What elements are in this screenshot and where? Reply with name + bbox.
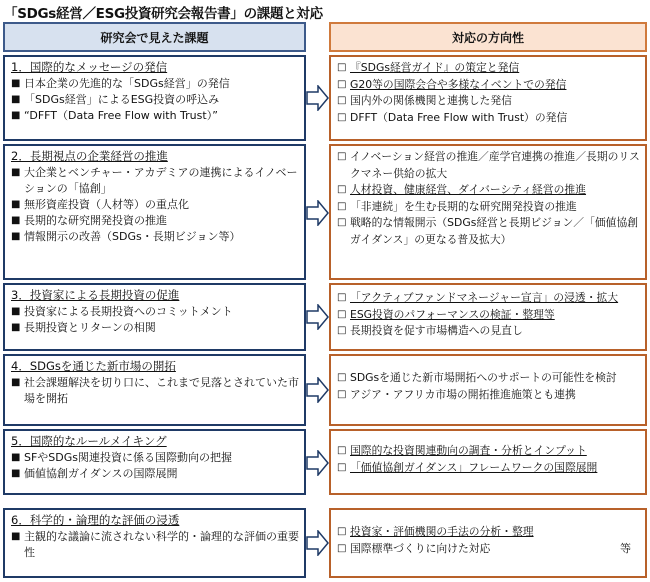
checkbox-marker: □ [337,62,347,73]
response-box-5 [329,429,647,495]
issue-item: ■ 大企業とベンチャー・アカデミアの連携によるイノベーションの「協創」 [11,166,298,195]
checkbox-marker: □ [337,184,347,195]
page-title: 「SDGs経営／ESG投資研究会報告書」の課題と対応 [4,6,323,22]
checkbox-marker: □ [337,95,347,106]
checkbox-marker: □ [337,292,347,303]
issue-item: ■ 長期的な研究開発投資の推進 [11,214,167,227]
response-item: □ SDGsを通じた新市場開拓へのサポートの可能性を検討 [337,370,641,387]
bullet-marker: ■ [11,322,21,333]
checkbox-marker: □ [337,308,347,320]
response-item: □ G20等の国際会合や多様なイベントでの発信 [337,77,641,94]
response-item: □ 人材投資、健康経営、ダイバーシティ経営の推進 [337,182,641,199]
bullet-marker: ■ [11,531,21,542]
checkbox-marker: □ [337,325,347,336]
issue-title-2: 2．長期視点の企業経営の推進 [11,149,168,163]
bullet-marker: ■ [11,110,21,121]
issue-item: ■ 投資家による長期投資へのコミットメント [11,305,233,318]
bullet-marker: ■ [11,306,21,317]
etc-suffix: 等 [620,541,631,555]
response-item: □ 国際標準づくりに向けた対応 等 [337,541,641,558]
bullet-marker: ■ [11,231,21,242]
issue-title-6: 6．科学的・論理的な評価の浸透 [11,513,180,527]
right-arrow-icon [306,85,329,111]
checkbox-marker: □ [337,388,347,400]
issue-title-5: 5．国際的なルールメイキング [11,434,167,448]
response-item: □ 「アクティブファンドマネージャー宣言」の浸透・拡大 [337,290,641,307]
bullet-marker: ■ [11,468,21,479]
bullet-marker: ■ [11,167,21,178]
response-box-4 [329,354,647,426]
right-column-header: 対応の方向性 [329,22,647,52]
issue-item: ■ 長期投資とリターンの相関 [11,321,156,334]
checkbox-marker: □ [337,372,347,383]
checkbox-marker: □ [337,542,347,554]
issue-item: ■ 「SDGs経営」によるESG投資の呼込み [11,93,220,106]
bullet-marker: ■ [11,94,21,105]
bullet-marker: ■ [11,199,21,210]
issue-box-1 [3,55,306,141]
response-item: □ 長期投資を促す市場構造への見直し [337,323,641,340]
response-box-3 [329,283,647,351]
response-item: □ ESG投資のパフォーマンスの検証・整理等 [337,307,641,324]
response-item: □ アジア・アフリカ市場の開拓推進施策とも連携 [337,387,641,404]
response-item: □ イノベーション経営の推進／産学官連携の推進／長期のリスクマネー供給の拡大 [337,149,641,182]
issue-title-4: 4．SDGsを通じた新市場の開拓 [11,359,176,373]
bullet-marker: ■ [11,78,21,89]
checkbox-marker: □ [337,111,347,123]
checkbox-marker: □ [337,200,347,212]
issue-title-3: 3．投資家による長期投資の促進 [11,288,180,302]
response-box-6 [329,508,647,578]
issue-item: ■ 日本企業の先進的な「SDGs経営」の発信 [11,77,230,90]
response-item: □ 投資家・評価機関の手法の分析・整理 [337,524,641,541]
checkbox-marker: □ [337,217,347,228]
checkbox-marker: □ [337,461,347,473]
right-arrow-icon [306,377,329,403]
issue-item: ■ “DFFT（Data Free Flow with Trust）” [11,109,218,122]
bullet-marker: ■ [11,215,21,226]
right-arrow-icon [306,304,329,330]
left-column-header: 研究会で見えた課題 [3,22,306,52]
issue-item: ■ 価値協創ガイダンスの国際展開 [11,467,178,480]
right-arrow-icon [306,200,329,226]
checkbox-marker: □ [337,526,347,537]
issue-box-3 [3,283,306,351]
checkbox-marker: □ [337,151,347,162]
response-item: □ DFFT（Data Free Flow with Trust）の発信 [337,110,641,127]
response-item: □ 国際的な投資関連動向の調査・分析とインプット [337,443,641,460]
bullet-marker: ■ [11,452,21,463]
right-arrow-icon [306,530,329,556]
issue-box-5 [3,429,306,495]
issue-box-6 [3,508,306,578]
response-item: □ 国内外の関係機関と連携した発信 [337,93,641,110]
issue-item: ■ 情報開示の改善（SDGs・長期ビジョン等） [11,230,241,243]
issue-item: ■ 主観的な議論に流されない科学的・論理的な評価の重要性 [11,530,299,559]
response-item: □ 「非連続」を生む長期的な研究開発投資の推進 [337,199,641,216]
response-item: □ 『SDGs経営ガイド』の策定と発信 [337,60,641,77]
issue-box-4 [3,354,306,426]
right-arrow-icon [306,450,329,476]
issue-item: ■ 無形資産投資（人材等）の重点化 [11,198,189,211]
checkbox-marker: □ [337,445,347,456]
response-item: □ 戦略的な情報開示（SDGs経営と長期ビジョン／「価値協創ガイダンス」の更なる普及拡大） [337,215,641,248]
issue-title-1: 1．国際的なメッセージの発信 [11,60,168,74]
checkbox-marker: □ [337,78,347,90]
response-box-1 [329,55,647,141]
response-box-2 [329,144,647,280]
response-item: □ 「価値協創ガイダンス」フレームワークの国際展開 [337,460,641,477]
issue-item: ■ SFやSDGs関連投資に係る国際動向の把握 [11,451,233,464]
bullet-marker: ■ [11,377,21,388]
issue-box-2 [3,144,306,280]
issue-item: ■ 社会課題解決を切り口に、これまで見落とされていた市場を開拓 [11,376,299,405]
